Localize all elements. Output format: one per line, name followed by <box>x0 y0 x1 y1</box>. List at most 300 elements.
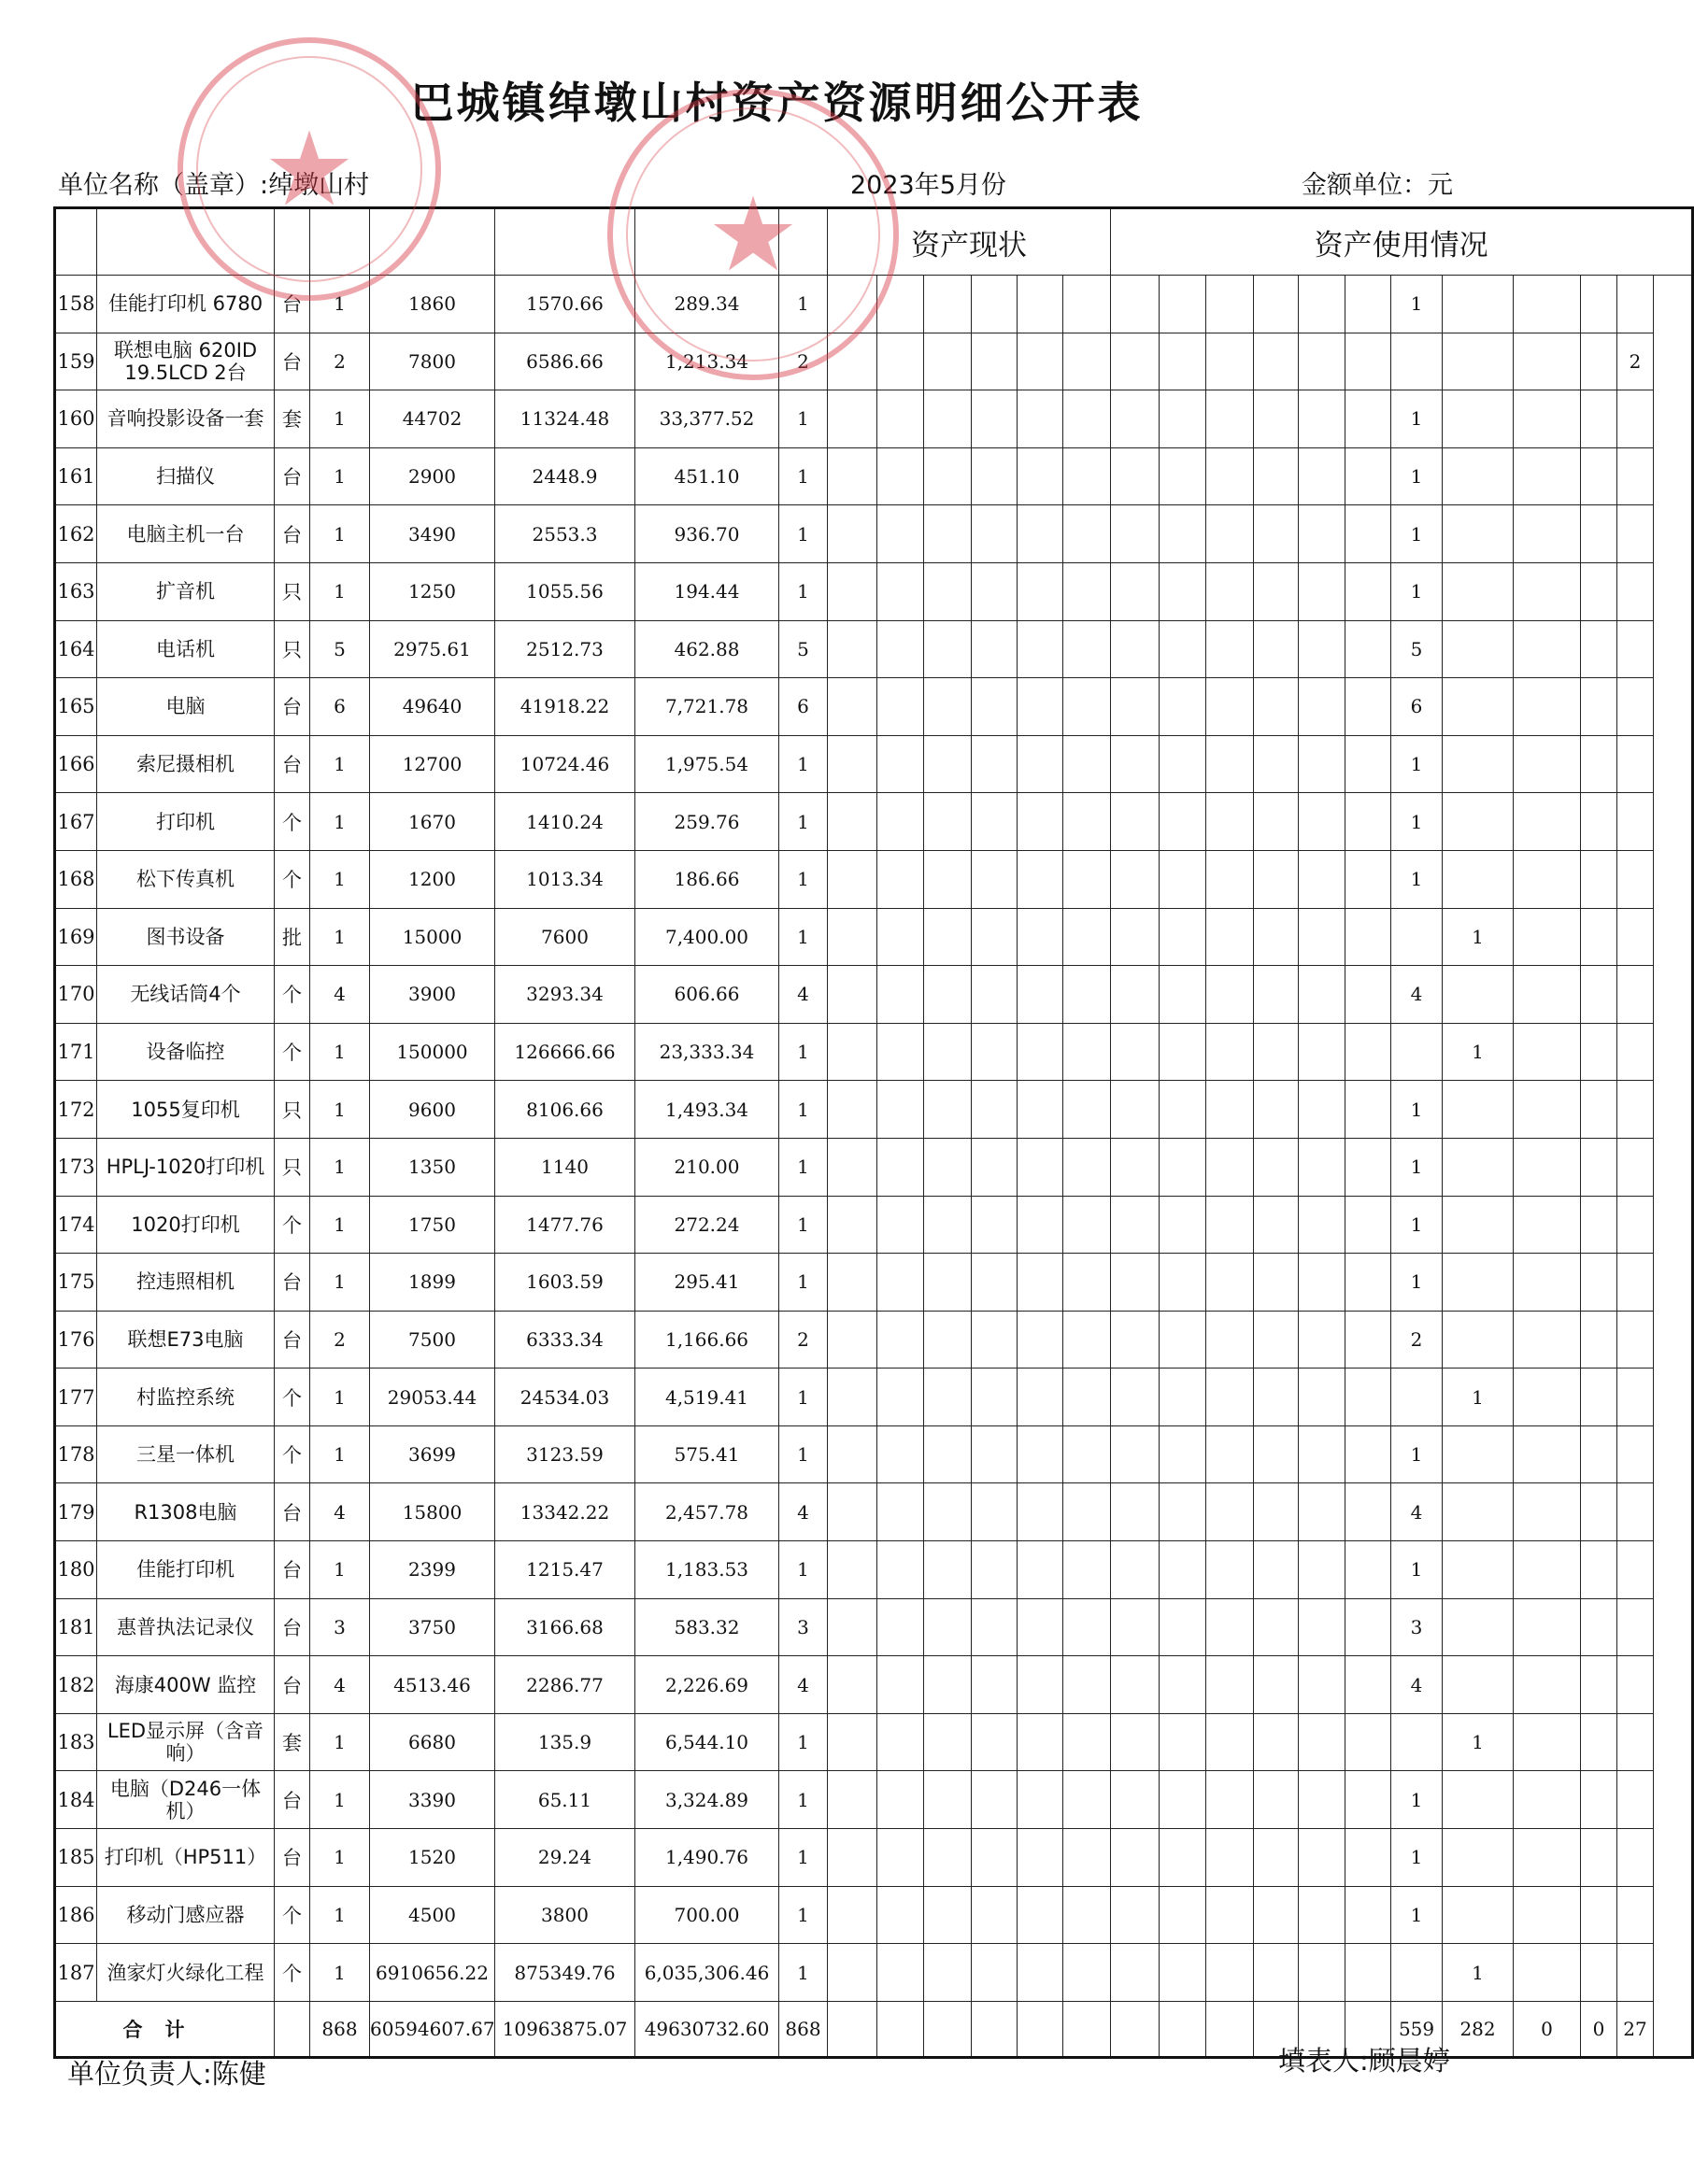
blank-cell <box>972 620 1018 678</box>
usage-col-3 <box>1514 1196 1581 1254</box>
blank-cell <box>972 1369 1018 1426</box>
asset-quantity: 1 <box>310 505 370 563</box>
table-row <box>55 1023 1693 1081</box>
blank-cell <box>972 1944 1018 2002</box>
table-row <box>55 620 1693 678</box>
usage-col-4 <box>1581 1311 1617 1369</box>
original-value: 9600 <box>370 1081 495 1139</box>
row-number: 177 <box>55 1369 97 1426</box>
blank-cell <box>1160 1425 1206 1483</box>
net-value: 186.66 <box>635 850 779 908</box>
usage-col-1 <box>1391 1944 1443 2002</box>
blank-cell <box>1345 1254 1391 1312</box>
usage-col-1: 1 <box>1391 1138 1443 1196</box>
usage-col-5 <box>1617 1425 1654 1483</box>
usage-col-5 <box>1617 1656 1654 1714</box>
blank-cell <box>1160 1081 1206 1139</box>
depreciation: 8106.66 <box>495 1081 635 1139</box>
blank-cell <box>1345 1886 1391 1944</box>
usage-col-4 <box>1581 1254 1617 1312</box>
blank-cell <box>1160 1713 1206 1771</box>
total-usage-5: 27 <box>1617 2001 1654 2057</box>
asset-unit: 只 <box>275 562 310 620</box>
original-value: 2900 <box>370 447 495 505</box>
net-value: 1,975.54 <box>635 735 779 793</box>
blank-cell <box>1345 850 1391 908</box>
usage-col-1: 1 <box>1391 1425 1443 1483</box>
blank-cell <box>924 390 972 448</box>
usage-col-5 <box>1617 1886 1654 1944</box>
asset-quantity: 1 <box>310 1254 370 1312</box>
blank-cell <box>924 562 972 620</box>
asset-name: 扩音机 <box>97 562 275 620</box>
blank-cell <box>1160 1023 1206 1081</box>
row-number: 165 <box>55 678 97 736</box>
blank-cell <box>877 678 924 736</box>
original-value: 1520 <box>370 1829 495 1887</box>
asset-name: 海康400W 监控 <box>97 1656 275 1714</box>
table-row <box>55 1771 1693 1829</box>
blank-cell <box>1254 447 1299 505</box>
blank-cell <box>1018 1713 1063 1771</box>
asset-name: 佳能打印机 6780 <box>97 276 275 333</box>
asset-name: R1308电脑 <box>97 1483 275 1541</box>
blank-cell <box>924 620 972 678</box>
original-value: 3699 <box>370 1425 495 1483</box>
usage-col-1 <box>1391 1023 1443 1081</box>
usage-col-5 <box>1617 1598 1654 1656</box>
usage-col-3 <box>1514 276 1581 333</box>
blank-cell <box>924 333 972 390</box>
blank-cell <box>1160 447 1206 505</box>
blank-cell <box>1111 1138 1160 1196</box>
blank-cell <box>1063 1138 1111 1196</box>
header-cell-3 <box>310 208 370 276</box>
usage-col-2 <box>1443 1254 1514 1312</box>
blank-cell <box>1254 1483 1299 1541</box>
seal-star-icon: ★ <box>263 109 356 229</box>
asset-name: 村监控系统 <box>97 1369 275 1426</box>
blank-cell <box>828 1944 877 2002</box>
current-quantity: 1 <box>779 850 828 908</box>
asset-unit: 只 <box>275 1138 310 1196</box>
blank-cell <box>1206 2001 1254 2057</box>
row-number: 161 <box>55 447 97 505</box>
blank-cell <box>972 1081 1018 1139</box>
asset-quantity: 1 <box>310 1081 370 1139</box>
blank-cell <box>1111 1944 1160 2002</box>
blank-cell <box>828 735 877 793</box>
blank-cell <box>1018 1023 1063 1081</box>
asset-name: 三星一体机 <box>97 1425 275 1483</box>
asset-quantity: 1 <box>310 1541 370 1599</box>
usage-col-5 <box>1617 505 1654 563</box>
asset-quantity: 1 <box>310 1713 370 1771</box>
original-value: 6910656.22 <box>370 1944 495 2002</box>
blank-cell <box>828 1541 877 1599</box>
blank-cell <box>1299 735 1345 793</box>
blank-cell <box>877 1023 924 1081</box>
usage-col-4 <box>1581 1138 1617 1196</box>
blank-cell <box>1063 276 1111 333</box>
form-filler: 填表人:顾晨婷 <box>1278 2045 1450 2077</box>
blank-cell <box>877 1944 924 2002</box>
blank-cell <box>1018 1196 1063 1254</box>
original-value: 1200 <box>370 850 495 908</box>
blank-cell <box>1063 1483 1111 1541</box>
blank-cell <box>1254 1541 1299 1599</box>
blank-cell <box>1299 1944 1345 2002</box>
header-cell-6 <box>635 208 779 276</box>
depreciation: 10724.46 <box>495 735 635 793</box>
blank-cell <box>924 1771 972 1829</box>
blank-cell <box>1111 850 1160 908</box>
table-row <box>55 562 1693 620</box>
usage-col-3 <box>1514 793 1581 851</box>
blank-cell <box>1063 1829 1111 1887</box>
blank-cell <box>924 276 972 333</box>
asset-name: 惠普执法记录仪 <box>97 1598 275 1656</box>
asset-unit: 台 <box>275 1311 310 1369</box>
report-date: 2023年5月份 <box>850 171 1006 200</box>
current-quantity: 4 <box>779 1483 828 1541</box>
depreciation: 3123.59 <box>495 1425 635 1483</box>
depreciation: 1570.66 <box>495 276 635 333</box>
blank-cell <box>972 793 1018 851</box>
current-quantity: 4 <box>779 1656 828 1714</box>
usage-col-3 <box>1514 1138 1581 1196</box>
blank-cell <box>1254 562 1299 620</box>
blank-cell <box>1111 1483 1160 1541</box>
header-status: 资产现状 <box>828 208 1111 276</box>
blank-cell <box>924 1656 972 1714</box>
usage-col-1: 4 <box>1391 966 1443 1024</box>
blank-cell <box>1254 1311 1299 1369</box>
net-value: 289.34 <box>635 276 779 333</box>
blank-cell <box>1254 850 1299 908</box>
blank-cell <box>1018 1656 1063 1714</box>
asset-quantity: 1 <box>310 1944 370 2002</box>
blank-cell <box>972 333 1018 390</box>
asset-unit: 台 <box>275 1598 310 1656</box>
table-row <box>55 1081 1693 1139</box>
usage-col-4 <box>1581 390 1617 448</box>
blank-cell <box>924 1829 972 1887</box>
table-row <box>55 1311 1693 1369</box>
net-value: 606.66 <box>635 966 779 1024</box>
blank-cell <box>877 1886 924 1944</box>
blank-cell <box>972 966 1018 1024</box>
blank-cell <box>1254 1023 1299 1081</box>
blank-cell <box>1299 1254 1345 1312</box>
usage-col-2 <box>1443 390 1514 448</box>
asset-name: 渔家灯火绿化工程 <box>97 1944 275 2002</box>
asset-unit: 台 <box>275 276 310 333</box>
blank-cell <box>1299 276 1345 333</box>
blank-cell <box>828 447 877 505</box>
depreciation: 11324.48 <box>495 390 635 448</box>
asset-quantity: 1 <box>310 1369 370 1426</box>
depreciation: 1215.47 <box>495 1541 635 1599</box>
blank-cell <box>828 276 877 333</box>
blank-cell <box>1345 1656 1391 1714</box>
original-value: 29053.44 <box>370 1369 495 1426</box>
depreciation: 1013.34 <box>495 850 635 908</box>
blank-cell <box>828 1196 877 1254</box>
blank-cell <box>1063 735 1111 793</box>
table-row <box>55 908 1693 966</box>
blank-cell <box>924 1138 972 1196</box>
row-number: 174 <box>55 1196 97 1254</box>
usage-col-1: 4 <box>1391 1483 1443 1541</box>
blank-cell <box>877 1138 924 1196</box>
blank-cell <box>1063 1023 1111 1081</box>
blank-cell <box>924 1541 972 1599</box>
usage-col-2 <box>1443 1541 1514 1599</box>
usage-col-1: 1 <box>1391 850 1443 908</box>
usage-col-4 <box>1581 678 1617 736</box>
blank-cell <box>1018 390 1063 448</box>
blank-cell <box>972 1254 1018 1312</box>
blank-cell <box>1063 1541 1111 1599</box>
original-value: 4500 <box>370 1886 495 1944</box>
blank-cell <box>1018 1425 1063 1483</box>
asset-name: 电话机 <box>97 620 275 678</box>
usage-col-5 <box>1617 1829 1654 1887</box>
blank-cell <box>1206 1254 1254 1312</box>
blank-cell <box>1254 1196 1299 1254</box>
blank-cell <box>877 276 924 333</box>
asset-quantity: 1 <box>310 1771 370 1829</box>
original-value: 3750 <box>370 1598 495 1656</box>
table-row <box>55 1944 1693 2002</box>
blank-cell <box>924 505 972 563</box>
usage-col-4 <box>1581 966 1617 1024</box>
original-value: 1250 <box>370 562 495 620</box>
depreciation: 2286.77 <box>495 1656 635 1714</box>
blank-cell <box>1206 735 1254 793</box>
blank-cell <box>1206 1425 1254 1483</box>
row-number: 182 <box>55 1656 97 1714</box>
row-number: 183 <box>55 1713 97 1771</box>
usage-col-3 <box>1514 1425 1581 1483</box>
blank-cell <box>1206 1023 1254 1081</box>
blank-cell <box>1063 562 1111 620</box>
blank-cell <box>924 1369 972 1426</box>
blank-cell <box>1254 1829 1299 1887</box>
blank-cell <box>1160 966 1206 1024</box>
blank-cell <box>1018 1886 1063 1944</box>
blank-cell <box>1206 1829 1254 1887</box>
row-number: 179 <box>55 1483 97 1541</box>
asset-unit: 个 <box>275 1886 310 1944</box>
blank-cell <box>877 966 924 1024</box>
blank-cell <box>1345 1196 1391 1254</box>
blank-cell <box>1299 447 1345 505</box>
blank-cell <box>1254 966 1299 1024</box>
usage-col-4 <box>1581 1541 1617 1599</box>
asset-unit: 台 <box>275 678 310 736</box>
usage-col-2 <box>1443 276 1514 333</box>
usage-col-3 <box>1514 1541 1581 1599</box>
row-number: 178 <box>55 1425 97 1483</box>
blank-cell <box>1018 793 1063 851</box>
asset-unit: 台 <box>275 735 310 793</box>
usage-col-1 <box>1391 333 1443 390</box>
table-row <box>55 447 1693 505</box>
blank-cell <box>1345 1829 1391 1887</box>
usage-col-5 <box>1617 620 1654 678</box>
usage-col-1: 1 <box>1391 447 1443 505</box>
current-quantity: 1 <box>779 1138 828 1196</box>
table-row <box>55 1713 1693 1771</box>
blank-cell <box>1063 1771 1111 1829</box>
blank-cell <box>924 735 972 793</box>
blank-cell <box>828 793 877 851</box>
blank-cell <box>1018 1081 1063 1139</box>
blank-cell <box>1160 1944 1206 2002</box>
table-row <box>55 850 1693 908</box>
blank-cell <box>1299 908 1345 966</box>
blank-cell <box>1160 850 1206 908</box>
usage-col-2 <box>1443 1425 1514 1483</box>
blank-cell <box>1254 1425 1299 1483</box>
usage-col-3 <box>1514 1311 1581 1369</box>
blank-cell <box>1111 1771 1160 1829</box>
blank-cell <box>1345 793 1391 851</box>
blank-cell <box>1299 562 1345 620</box>
asset-unit: 台 <box>275 1656 310 1714</box>
blank-cell <box>1345 562 1391 620</box>
original-value: 7800 <box>370 333 495 390</box>
depreciation: 1055.56 <box>495 562 635 620</box>
table-row <box>55 793 1693 851</box>
blank-cell <box>828 505 877 563</box>
usage-col-5 <box>1617 1081 1654 1139</box>
net-value: 4,519.41 <box>635 1369 779 1426</box>
blank-cell <box>1111 1598 1160 1656</box>
blank-cell <box>1160 1254 1206 1312</box>
blank-cell <box>1111 678 1160 736</box>
asset-quantity: 1 <box>310 1829 370 1887</box>
blank-cell <box>1254 1081 1299 1139</box>
blank-cell <box>1345 1483 1391 1541</box>
usage-col-4 <box>1581 1598 1617 1656</box>
blank-cell <box>1254 908 1299 966</box>
blank-cell <box>1063 1598 1111 1656</box>
blank-cell <box>1206 1483 1254 1541</box>
asset-unit: 个 <box>275 1023 310 1081</box>
usage-col-4 <box>1581 1023 1617 1081</box>
blank-cell <box>972 678 1018 736</box>
blank-cell <box>1111 908 1160 966</box>
blank-cell <box>924 2001 972 2057</box>
blank-cell <box>1345 1713 1391 1771</box>
row-number: 166 <box>55 735 97 793</box>
usage-col-4 <box>1581 1483 1617 1541</box>
blank-cell <box>1160 793 1206 851</box>
asset-name: 控违照相机 <box>97 1254 275 1312</box>
blank-cell <box>972 1425 1018 1483</box>
blank-cell <box>1063 620 1111 678</box>
blank-cell <box>1018 505 1063 563</box>
blank-cell <box>1206 562 1254 620</box>
blank-cell <box>1018 1541 1063 1599</box>
current-quantity: 1 <box>779 1886 828 1944</box>
usage-col-2 <box>1443 562 1514 620</box>
row-number: 187 <box>55 1944 97 2002</box>
depreciation: 2448.9 <box>495 447 635 505</box>
blank-cell <box>1111 276 1160 333</box>
usage-col-2 <box>1443 1311 1514 1369</box>
blank-cell <box>924 1081 972 1139</box>
asset-quantity: 2 <box>310 1311 370 1369</box>
blank-cell <box>828 1886 877 1944</box>
blank-cell <box>877 2001 924 2057</box>
blank-cell <box>1299 333 1345 390</box>
blank-cell <box>924 1196 972 1254</box>
blank-cell <box>1299 1713 1345 1771</box>
usage-col-2: 1 <box>1443 1369 1514 1426</box>
table-row <box>55 1425 1693 1483</box>
blank-cell <box>1160 1829 1206 1887</box>
blank-cell <box>877 1369 924 1426</box>
blank-cell <box>924 793 972 851</box>
table-row <box>55 1598 1693 1656</box>
blank-cell <box>1018 1254 1063 1312</box>
blank-cell <box>972 735 1018 793</box>
blank-cell <box>828 1598 877 1656</box>
blank-cell <box>972 1656 1018 1714</box>
blank-cell <box>1345 1369 1391 1426</box>
asset-quantity: 1 <box>310 390 370 448</box>
blank-cell <box>1254 505 1299 563</box>
usage-col-4 <box>1581 447 1617 505</box>
asset-unit: 个 <box>275 1944 310 2002</box>
net-value: 1,493.34 <box>635 1081 779 1139</box>
net-value: 1,490.76 <box>635 1829 779 1887</box>
asset-unit: 个 <box>275 850 310 908</box>
blank-cell <box>1111 390 1160 448</box>
net-value: 6,035,306.46 <box>635 1944 779 2002</box>
blank-cell <box>1111 735 1160 793</box>
header-cell-5 <box>495 208 635 276</box>
blank-cell <box>1206 1656 1254 1714</box>
blank-cell <box>1160 1483 1206 1541</box>
blank-cell <box>1206 333 1254 390</box>
table-row <box>55 333 1693 390</box>
blank-cell <box>1063 1081 1111 1139</box>
asset-unit: 只 <box>275 1081 310 1139</box>
header-cell-0 <box>55 208 97 276</box>
table-row <box>55 505 1693 563</box>
blank-cell <box>1345 390 1391 448</box>
asset-name: LED显示屏（含音响） <box>97 1713 275 1771</box>
blank-cell <box>1206 1196 1254 1254</box>
blank-cell <box>972 1138 1018 1196</box>
blank-cell <box>1206 1541 1254 1599</box>
table-row <box>55 966 1693 1024</box>
asset-name: 打印机（HP511） <box>97 1829 275 1887</box>
blank-cell <box>828 908 877 966</box>
blank-cell <box>828 562 877 620</box>
current-quantity: 3 <box>779 1598 828 1656</box>
blank-cell <box>1299 1771 1345 1829</box>
blank-cell <box>1063 1944 1111 2002</box>
asset-name: 电脑主机一台 <box>97 505 275 563</box>
usage-col-5 <box>1617 1311 1654 1369</box>
usage-col-3 <box>1514 1369 1581 1426</box>
